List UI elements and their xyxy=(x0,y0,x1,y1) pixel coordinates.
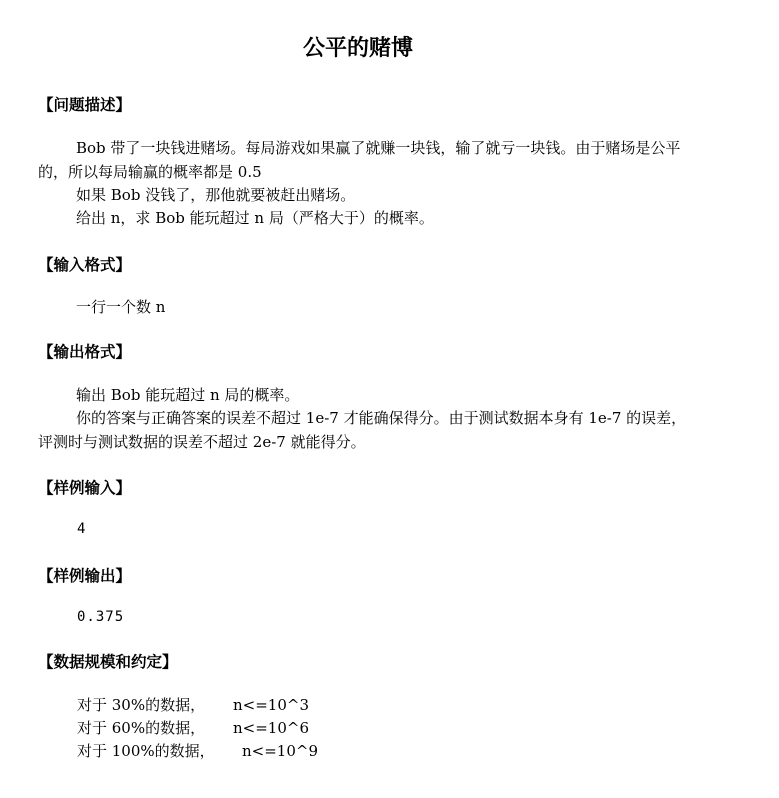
description-paragraph-3: 给出 n，求 Bob 能玩超过 n 局（严格大于）的概率。 xyxy=(76,209,434,227)
output-format-heading: 【输出格式】 xyxy=(38,343,132,361)
sample-input-heading: 【样例输入】 xyxy=(38,479,132,497)
sample-input-value: 4 xyxy=(77,521,87,537)
sample-output-value: 0.375 xyxy=(77,609,125,625)
description-paragraph-2: 如果 Bob 没钱了，那他就要被赶出赌场。 xyxy=(76,186,356,204)
page-title: 公平的赌博 xyxy=(302,36,413,61)
constraint-value: n<=10^3 xyxy=(233,696,309,714)
output-format-paragraph-2: 你的答案与正确答案的误差不超过 1e-7 才能确保得分。由于测试数据本身有 1e-7 的误差，评测时与测试数据的误差不超过 2e-7 就能得分。 xyxy=(38,409,687,451)
constraint-label: 对于 30%的数据， xyxy=(77,696,206,714)
constraints-heading: 【数据规模和约定】 xyxy=(38,653,178,671)
description-heading: 【问题描述】 xyxy=(38,96,132,114)
input-format-paragraph: 一行一个数 n xyxy=(76,298,166,316)
input-format-heading: 【输入格式】 xyxy=(38,256,132,274)
constraint-value: n<=10^9 xyxy=(242,742,318,760)
description-paragraph-1: Bob 带了一块钱进赌场。每局游戏如果赢了就赚一块钱，输了就亏一块钱。由于赌场是公平的，所以每局输赢的概率都是 0.5 xyxy=(38,139,681,181)
constraint-label: 对于 60%的数据， xyxy=(77,719,206,737)
output-format-paragraph-1: 输出 Bob 能玩超过 n 局的概率。 xyxy=(76,386,300,404)
sample-output-heading: 【样例输出】 xyxy=(38,567,132,585)
constraint-value: n<=10^6 xyxy=(233,719,309,737)
constraint-label: 对于 100%的数据， xyxy=(77,742,215,760)
